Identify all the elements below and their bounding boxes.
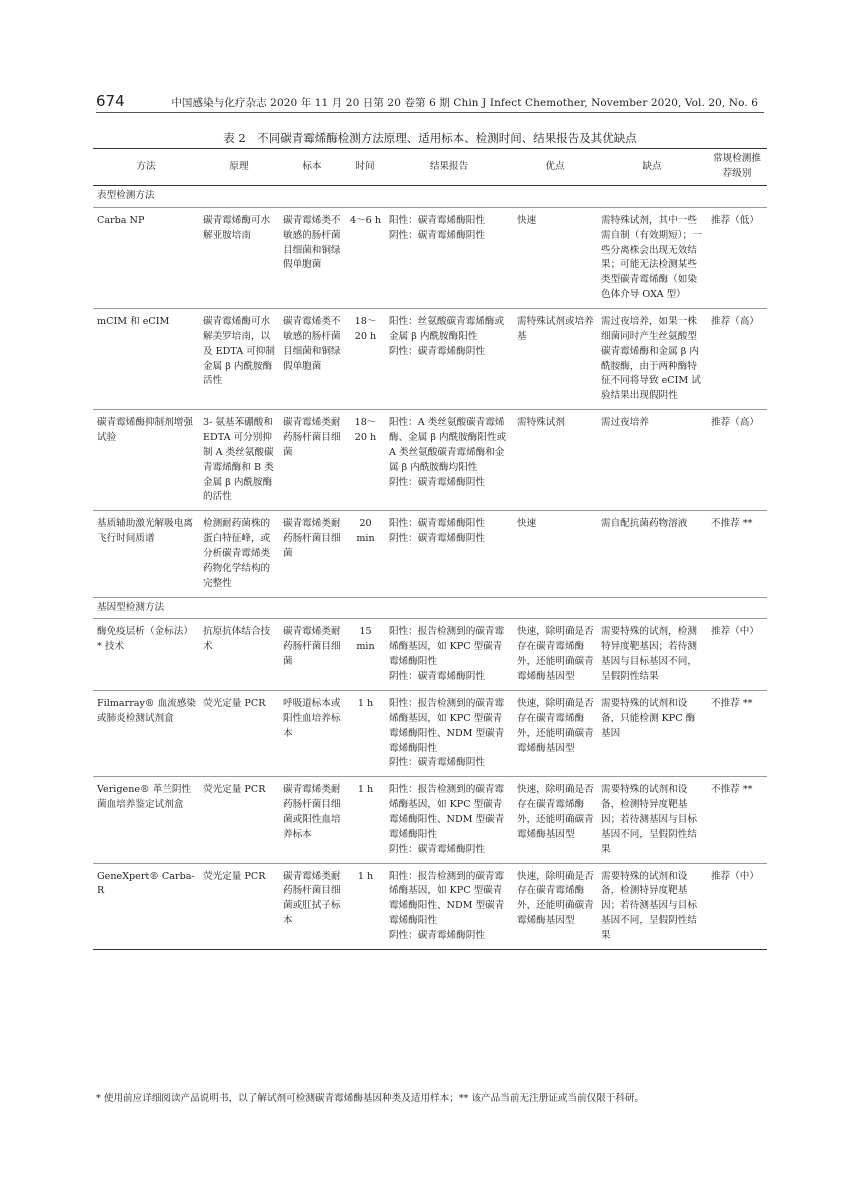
table-row (93, 863, 767, 949)
cell-cons: 需要特殊的试剂，检测特异度靶基因；若待测基因与目标基因不同，呈假阴性结果 (597, 619, 707, 690)
cell-result: 阳性：碳青霉烯酶阳性 阴性：碳青霉烯酶阴性 (385, 511, 513, 597)
cell-result: 阳性：报告检测到的碳青霉烯酶基因，如 KPC 型碳青霉烯酶阳性、NDM 型碳青霉烯酶阳性 阴性：碳青霉烯酶阴性 (385, 777, 513, 863)
cell-specimen: 碳青霉烯类耐药肠杆菌目细菌 (279, 511, 345, 597)
col-header-method: 方法 (93, 149, 199, 186)
cell-method: 基质辅助激光解吸电离飞行时间质谱 (93, 511, 199, 597)
cell-pros: 快速，除明确是否存在碳青霉烯酶外，还能明确碳青霉烯酶基因型 (513, 619, 597, 690)
cell-time: 4～6 h (345, 207, 385, 308)
cell-pros: 快速，除明确是否存在碳青霉烯酶外，还能明确碳青霉烯酶基因型 (513, 777, 597, 863)
table-row (93, 690, 767, 776)
col-header-principle: 原理 (199, 149, 279, 186)
cell-principle: 碳青霉烯酶可水解美罗培南，以及 EDTA 可抑制金属 β 内酰胺酶活性 (199, 309, 279, 410)
cell-specimen: 碳青霉烯类耐药肠杆菌目细菌或肛拭子标本 (279, 863, 345, 949)
running-title: 中国感染与化疗杂志 2020 年 11 月 20 日第 20 卷第 6 期 Chin J Infect Chemother, November 2020, Vol. 20, No. 6 (171, 97, 758, 109)
cell-pros: 快速 (513, 511, 597, 597)
table-row (93, 309, 767, 410)
table-row (93, 207, 767, 308)
cell-specimen: 呼吸道标本或阳性血培养标本 (279, 690, 345, 776)
table-body (93, 186, 767, 950)
cell-pros: 快速 (513, 207, 597, 308)
cell-specimen: 碳青霉烯类耐药肠杆菌目细菌 (279, 619, 345, 690)
cell-cons: 需过夜培养，如果一株细菌同时产生丝氨酸型碳青霉烯酶和金属 β 内酰胺酶，由于两种酶特征不同将导致 eCIM 试验结果出现假阴性 (597, 309, 707, 410)
cell-method: Verigene® 革兰阴性菌血培养鉴定试剂盒 (93, 777, 199, 863)
cell-time: 15 min (345, 619, 385, 690)
col-header-pros: 优点 (513, 149, 597, 186)
cell-recommendation: 不推荐 ** (707, 511, 767, 597)
table-row (93, 777, 767, 863)
cell-result: 阳性：丝氨酸碳青霉烯酶或金属 β 内酰胺酶阳性 阴性：碳青霉烯酶阴性 (385, 309, 513, 410)
col-header-result: 结果报告 (385, 149, 513, 186)
footnote: * 使用前应详细阅读产品说明书，以了解试剂可检测碳青霉烯酶基因种类及适用样本；** 该产品当前无注册证或当前仅限于科研。 (96, 1093, 645, 1104)
cell-principle: 检测耐药菌株的蛋白特征峰，或分析碳青霉烯类药物化学结构的完整性 (199, 511, 279, 597)
cell-method: Filmarray® 血流感染或肺炎检测试剂盒 (93, 690, 199, 776)
cell-time: 1 h (345, 777, 385, 863)
cell-time: 1 h (345, 690, 385, 776)
cell-pros: 需特殊试剂或培养基 (513, 309, 597, 410)
section-title: 表型检测方法 (93, 186, 767, 208)
cell-specimen: 碳青霉烯类不敏感的肠杆菌目细菌和铜绿假单胞菌 (279, 207, 345, 308)
cell-time: 20 min (345, 511, 385, 597)
cell-time: 1 h (345, 863, 385, 949)
table-row (93, 511, 767, 597)
col-header-recommendation: 常规检测推荐级别 (707, 149, 767, 186)
cell-principle: 荧光定量 PCR (199, 690, 279, 776)
cell-specimen: 碳青霉烯类耐药肠杆菌目细菌 (279, 410, 345, 511)
cell-pros: 需特殊试剂 (513, 410, 597, 511)
header-row (93, 149, 767, 186)
methods-table (93, 148, 767, 950)
cell-cons: 需要特殊的试剂和设备，只能检测 KPC 酶基因 (597, 690, 707, 776)
cell-recommendation: 不推荐 ** (707, 690, 767, 776)
cell-pros: 快速，除明确是否存在碳青霉烯酶外，还能明确碳青霉烯酶基因型 (513, 863, 597, 949)
cell-result: 阳性：报告检测到的碳青霉烯酶基因，如 KPC 型碳青霉烯酶阳性、NDM 型碳青霉烯酶阳性 阴性：碳青霉烯酶阴性 (385, 863, 513, 949)
section-title: 基因型检测方法 (93, 597, 767, 619)
cell-recommendation: 推荐（高） (707, 309, 767, 410)
section-row (93, 597, 767, 619)
section-row (93, 186, 767, 208)
cell-cons: 需特殊试剂，其中一些需自制（有效期短）；一些分离株会出现无效结果；可能无法检测某些类型碳青霉烯酶（如染色体介导 OXA 型） (597, 207, 707, 308)
cell-cons: 需要特殊的试剂和设备，检测特异度靶基因；若待测基因与目标基因不同，呈假阴性结果 (597, 777, 707, 863)
cell-cons: 需过夜培养 (597, 410, 707, 511)
cell-method: mCIM 和 eCIM (93, 309, 199, 410)
cell-time: 18～20 h (345, 309, 385, 410)
cell-recommendation: 不推荐 ** (707, 777, 767, 863)
cell-result: 阳性：报告检测到的碳青霉烯酶基因，如 KPC 型碳青霉烯酶阳性、NDM 型碳青霉烯酶阳性 阴性：碳青霉烯酶阴性 (385, 690, 513, 776)
cell-cons: 需自配抗菌药物溶液 (597, 511, 707, 597)
cell-result: 阳性：碳青霉烯酶阳性 阴性：碳青霉烯酶阴性 (385, 207, 513, 308)
running-header (96, 92, 764, 113)
cell-recommendation: 推荐（低） (707, 207, 767, 308)
cell-principle: 3- 氨基苯硼酸和 EDTA 可分别抑制 A 类丝氨酸碳青霉烯酶和 B 类金属 β 内酰胺酶的活性 (199, 410, 279, 511)
page-number: 674 (96, 92, 125, 110)
cell-pros: 快速，除明确是否存在碳青霉烯酶外，还能明确碳青霉烯酶基因型 (513, 690, 597, 776)
cell-specimen: 碳青霉烯类耐药肠杆菌目细菌或阳性血培养标本 (279, 777, 345, 863)
col-header-cons: 缺点 (597, 149, 707, 186)
cell-specimen: 碳青霉烯类不敏感的肠杆菌目细菌和铜绿假单胞菌 (279, 309, 345, 410)
col-header-time: 时间 (345, 149, 385, 186)
cell-recommendation: 推荐（中） (707, 619, 767, 690)
cell-recommendation: 推荐（中） (707, 863, 767, 949)
table-row (93, 619, 767, 690)
cell-method: Carba NP (93, 207, 199, 308)
table-container (93, 148, 767, 950)
cell-result: 阳性：报告检测到的碳青霉烯酶基因，如 KPC 型碳青霉烯酶阳性 阴性：碳青霉烯酶阴性 (385, 619, 513, 690)
cell-method: GeneXpert® Carba-R (93, 863, 199, 949)
cell-principle: 抗原抗体结合技术 (199, 619, 279, 690)
table-row (93, 410, 767, 511)
cell-principle: 碳青霉烯酶可水解亚胺培南 (199, 207, 279, 308)
cell-principle: 荧光定量 PCR (199, 777, 279, 863)
cell-principle: 荧光定量 PCR (199, 863, 279, 949)
cell-time: 18～20 h (345, 410, 385, 511)
col-header-specimen: 标本 (279, 149, 345, 186)
cell-result: 阳性：A 类丝氨酸碳青霉烯酶、金属 β 内酰胺酶阳性或 A 类丝氨酸碳青霉烯酶和金属 β 内酰胺酶均阳性 阴性：碳青霉烯酶阴性 (385, 410, 513, 511)
cell-method: 碳青霉烯酶抑制剂增强试验 (93, 410, 199, 511)
cell-cons: 需要特殊的试剂和设备，检测特异度靶基因；若待测基因与目标基因不同，呈假阴性结果 (597, 863, 707, 949)
cell-recommendation: 推荐（高） (707, 410, 767, 511)
table-caption: 表 2 不同碳青霉烯酶检测方法原理、适用标本、检测时间、结果报告及其优缺点 (223, 131, 637, 145)
cell-method: 酶免疫层析（金标法）* 技术 (93, 619, 199, 690)
